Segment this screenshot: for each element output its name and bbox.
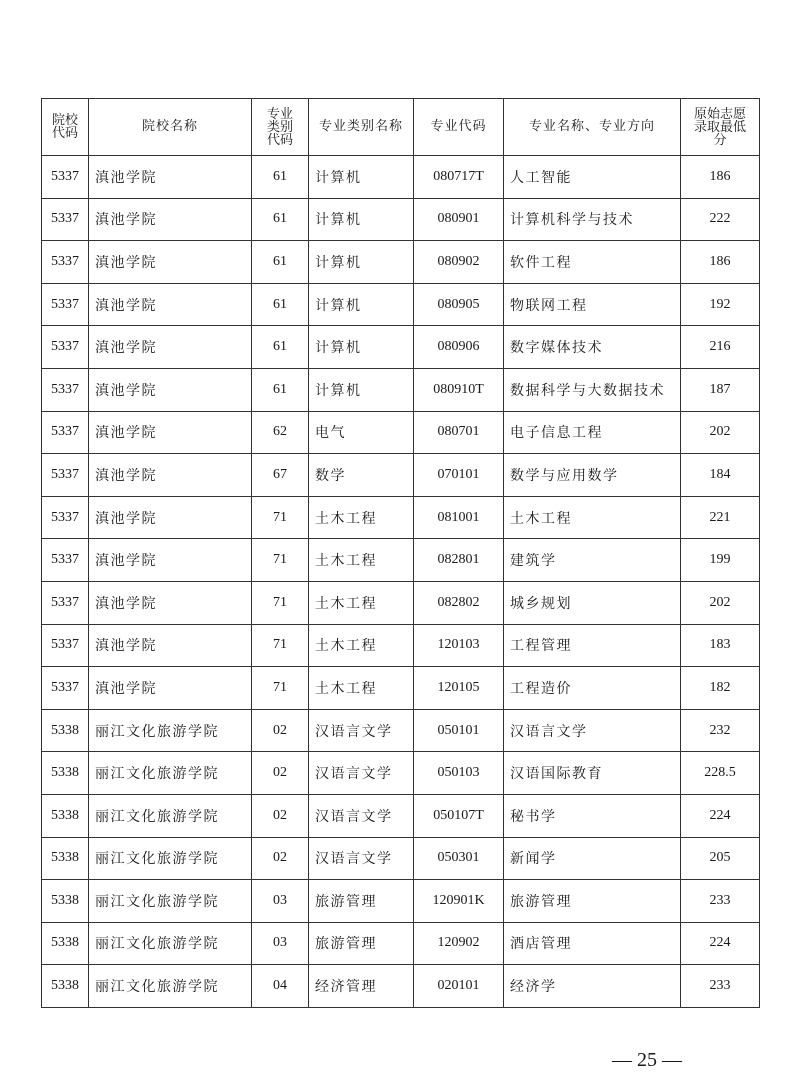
cell-category-code: 61: [252, 241, 309, 284]
cell-category-name: 土木工程: [309, 624, 414, 667]
cell-category-code: 62: [252, 411, 309, 454]
cell-category-name: 旅游管理: [309, 922, 414, 965]
header-min-score: 原始志愿录取最低分: [681, 99, 760, 156]
cell-category-name: 数学: [309, 454, 414, 497]
cell-school-name: 滇池学院: [89, 581, 252, 624]
cell-major-code: 020101: [414, 965, 504, 1008]
cell-school-code: 5337: [42, 241, 89, 284]
header-major-name: 专业名称、专业方向: [504, 99, 681, 156]
cell-category-code: 02: [252, 794, 309, 837]
table-row: [42, 411, 760, 454]
cell-category-code: 71: [252, 624, 309, 667]
cell-category-code: 71: [252, 539, 309, 582]
cell-category-name: 计算机: [309, 156, 414, 199]
cell-category-code: 03: [252, 922, 309, 965]
cell-school-name: 丽江文化旅游学院: [89, 794, 252, 837]
table-row: [42, 198, 760, 241]
table-row: [42, 752, 760, 795]
cell-school-code: 5337: [42, 581, 89, 624]
cell-major-name: 数字媒体技术: [504, 326, 681, 369]
table-row: [42, 880, 760, 923]
cell-major-code: 120105: [414, 667, 504, 710]
cell-major-name: 建筑学: [504, 539, 681, 582]
cell-category-code: 04: [252, 965, 309, 1008]
table-row: [42, 709, 760, 752]
cell-major-name: 土木工程: [504, 496, 681, 539]
cell-school-name: 滇池学院: [89, 241, 252, 284]
header-category-code: 专业类别代码: [252, 99, 309, 156]
cell-major-name: 人工智能: [504, 156, 681, 199]
table-row: [42, 368, 760, 411]
cell-category-code: 02: [252, 837, 309, 880]
header-major-code: 专业代码: [414, 99, 504, 156]
cell-major-code: 050107T: [414, 794, 504, 837]
cell-major-code: 080902: [414, 241, 504, 284]
header-school-code: 院校代码: [42, 99, 89, 156]
cell-category-name: 土木工程: [309, 581, 414, 624]
cell-min-score: 199: [681, 539, 760, 582]
cell-major-name: 经济学: [504, 965, 681, 1008]
cell-school-code: 5338: [42, 922, 89, 965]
cell-min-score: 233: [681, 965, 760, 1008]
table-row: [42, 454, 760, 497]
cell-school-code: 5337: [42, 539, 89, 582]
cell-category-code: 61: [252, 156, 309, 199]
cell-min-score: 232: [681, 709, 760, 752]
table-row: [42, 581, 760, 624]
cell-min-score: 202: [681, 411, 760, 454]
table-row: [42, 624, 760, 667]
cell-category-name: 计算机: [309, 368, 414, 411]
cell-major-name: 新闻学: [504, 837, 681, 880]
table-row: [42, 496, 760, 539]
cell-major-code: 070101: [414, 454, 504, 497]
cell-min-score: 224: [681, 922, 760, 965]
cell-school-name: 滇池学院: [89, 198, 252, 241]
cell-school-name: 滇池学院: [89, 326, 252, 369]
header-school-name: 院校名称: [89, 99, 252, 156]
cell-min-score: 222: [681, 198, 760, 241]
cell-major-name: 电子信息工程: [504, 411, 681, 454]
cell-major-code: 050301: [414, 837, 504, 880]
cell-min-score: 192: [681, 283, 760, 326]
cell-min-score: 205: [681, 837, 760, 880]
cell-min-score: 221: [681, 496, 760, 539]
cell-major-code: 050103: [414, 752, 504, 795]
cell-major-code: 050101: [414, 709, 504, 752]
table-body: [42, 156, 760, 1008]
table-row: [42, 794, 760, 837]
cell-category-name: 汉语言文学: [309, 709, 414, 752]
header-row: [42, 99, 760, 156]
cell-category-code: 71: [252, 581, 309, 624]
header-category-name: 专业类别名称: [309, 99, 414, 156]
cell-category-code: 03: [252, 880, 309, 923]
table-row: [42, 283, 760, 326]
cell-school-code: 5338: [42, 794, 89, 837]
cell-major-code: 080910T: [414, 368, 504, 411]
cell-min-score: 228.5: [681, 752, 760, 795]
cell-school-code: 5338: [42, 965, 89, 1008]
cell-major-name: 酒店管理: [504, 922, 681, 965]
table-row: [42, 539, 760, 582]
cell-school-code: 5337: [42, 667, 89, 710]
cell-school-name: 丽江文化旅游学院: [89, 837, 252, 880]
table-row: [42, 667, 760, 710]
cell-major-code: 082801: [414, 539, 504, 582]
cell-category-code: 61: [252, 326, 309, 369]
cell-min-score: 224: [681, 794, 760, 837]
cell-category-code: 67: [252, 454, 309, 497]
cell-school-code: 5338: [42, 837, 89, 880]
cell-major-code: 080906: [414, 326, 504, 369]
cell-major-name: 城乡规划: [504, 581, 681, 624]
cell-school-code: 5338: [42, 709, 89, 752]
cell-school-code: 5337: [42, 411, 89, 454]
cell-school-name: 滇池学院: [89, 539, 252, 582]
cell-major-code: 120902: [414, 922, 504, 965]
table-row: [42, 965, 760, 1008]
cell-school-name: 丽江文化旅游学院: [89, 922, 252, 965]
cell-major-name: 物联网工程: [504, 283, 681, 326]
cell-school-name: 滇池学院: [89, 624, 252, 667]
cell-major-name: 汉语言文学: [504, 709, 681, 752]
cell-school-code: 5337: [42, 454, 89, 497]
cell-school-name: 滇池学院: [89, 411, 252, 454]
cell-category-code: 71: [252, 667, 309, 710]
cell-min-score: 183: [681, 624, 760, 667]
cell-category-name: 土木工程: [309, 539, 414, 582]
cell-category-name: 计算机: [309, 283, 414, 326]
cell-category-name: 土木工程: [309, 496, 414, 539]
cell-school-name: 滇池学院: [89, 496, 252, 539]
cell-major-name: 工程造价: [504, 667, 681, 710]
cell-min-score: 233: [681, 880, 760, 923]
cell-category-code: 02: [252, 709, 309, 752]
cell-category-name: 计算机: [309, 198, 414, 241]
cell-school-name: 滇池学院: [89, 368, 252, 411]
cell-school-name: 丽江文化旅游学院: [89, 880, 252, 923]
table-row: [42, 837, 760, 880]
cell-major-code: 120103: [414, 624, 504, 667]
cell-school-code: 5337: [42, 496, 89, 539]
cell-school-code: 5337: [42, 368, 89, 411]
cell-major-code: 080901: [414, 198, 504, 241]
table-row: [42, 922, 760, 965]
cell-major-code: 081001: [414, 496, 504, 539]
cell-category-name: 汉语言文学: [309, 794, 414, 837]
cell-major-name: 数学与应用数学: [504, 454, 681, 497]
admissions-score-table: [41, 98, 760, 1008]
cell-min-score: 182: [681, 667, 760, 710]
cell-min-score: 216: [681, 326, 760, 369]
cell-min-score: 202: [681, 581, 760, 624]
cell-min-score: 187: [681, 368, 760, 411]
cell-major-code: 120901K: [414, 880, 504, 923]
cell-major-name: 秘书学: [504, 794, 681, 837]
cell-major-code: 080717T: [414, 156, 504, 199]
cell-school-code: 5338: [42, 752, 89, 795]
cell-category-name: 经济管理: [309, 965, 414, 1008]
cell-category-code: 61: [252, 198, 309, 241]
cell-category-name: 土木工程: [309, 667, 414, 710]
cell-major-code: 082802: [414, 581, 504, 624]
cell-category-name: 汉语言文学: [309, 837, 414, 880]
cell-major-code: 080701: [414, 411, 504, 454]
cell-major-name: 汉语国际教育: [504, 752, 681, 795]
cell-min-score: 186: [681, 241, 760, 284]
cell-major-name: 旅游管理: [504, 880, 681, 923]
cell-school-name: 丽江文化旅游学院: [89, 709, 252, 752]
table-row: [42, 241, 760, 284]
cell-category-code: 61: [252, 368, 309, 411]
cell-category-name: 旅游管理: [309, 880, 414, 923]
cell-category-code: 61: [252, 283, 309, 326]
cell-category-name: 计算机: [309, 241, 414, 284]
cell-school-name: 滇池学院: [89, 667, 252, 710]
cell-school-code: 5337: [42, 198, 89, 241]
page-number: — 25 —: [612, 1049, 682, 1071]
cell-category-name: 电气: [309, 411, 414, 454]
cell-major-name: 工程管理: [504, 624, 681, 667]
cell-min-score: 186: [681, 156, 760, 199]
cell-category-name: 汉语言文学: [309, 752, 414, 795]
table-row: [42, 326, 760, 369]
cell-school-name: 丽江文化旅游学院: [89, 965, 252, 1008]
table-header: [42, 99, 760, 156]
cell-category-code: 02: [252, 752, 309, 795]
cell-major-code: 080905: [414, 283, 504, 326]
cell-major-name: 计算机科学与技术: [504, 198, 681, 241]
cell-school-code: 5337: [42, 624, 89, 667]
cell-category-name: 计算机: [309, 326, 414, 369]
cell-school-code: 5337: [42, 326, 89, 369]
cell-school-name: 丽江文化旅游学院: [89, 752, 252, 795]
cell-category-code: 71: [252, 496, 309, 539]
cell-school-code: 5337: [42, 283, 89, 326]
cell-major-name: 软件工程: [504, 241, 681, 284]
cell-school-name: 滇池学院: [89, 454, 252, 497]
cell-major-name: 数据科学与大数据技术: [504, 368, 681, 411]
cell-min-score: 184: [681, 454, 760, 497]
cell-school-name: 滇池学院: [89, 156, 252, 199]
table-row: [42, 156, 760, 199]
cell-school-code: 5337: [42, 156, 89, 199]
cell-school-code: 5338: [42, 880, 89, 923]
cell-school-name: 滇池学院: [89, 283, 252, 326]
